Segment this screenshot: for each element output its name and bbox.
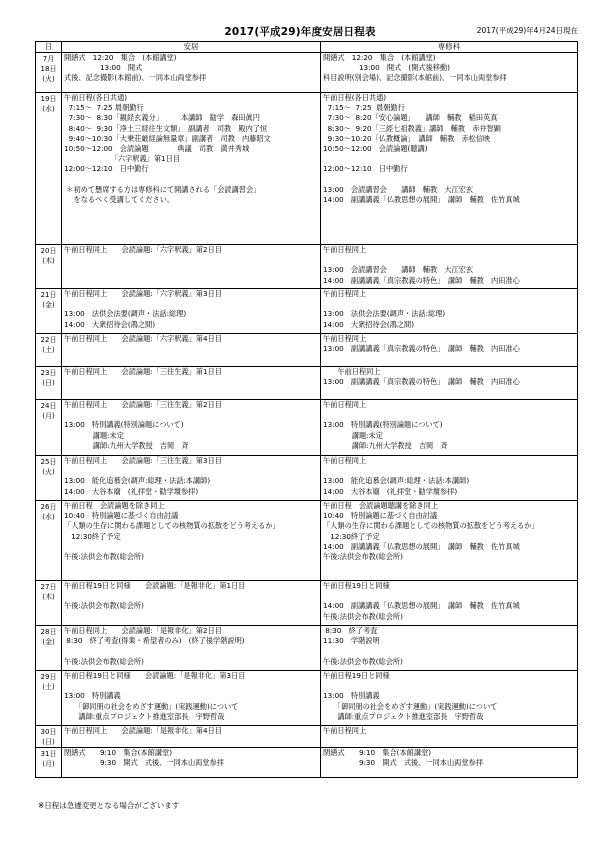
schedule-row xyxy=(36,581,578,626)
senshu-cell: 午前日程同上 13:00 能化追慕会(調声:総理・法話:本講師) 14:00 大谷本廟 (礼拝堂・勧学壇参拝) xyxy=(321,456,578,501)
row-date: 20日 (木) xyxy=(36,245,62,289)
senshu-cell: 閉繕式 9:10 集合(本館講堂) 9:30 開式 式後、一同本山両堂参拝 xyxy=(321,748,578,778)
ango-cell: 午前日程同上 会読論題:「六字釈義」第4日目 xyxy=(62,334,321,367)
ango-cell: 午前日程同上 会読論題:「三往生義」第2日目 13:00 特別講義(特別論題について) 講題:未定 講師:九州大学教授 吉岡 斉 xyxy=(62,400,321,456)
row-date: 19日 (水) xyxy=(36,93,62,245)
ango-cell: 午前日程同上 会読論題:「六字釈義」第2日目 xyxy=(62,245,321,289)
schedule-row xyxy=(36,53,578,93)
senshu-cell: 8:30 終了考査 11:30 学階説明 午後:法供会布教(総会所) xyxy=(321,626,578,671)
ango-cell: 午前日程同上 会読論題:「三往生義」第1日目 xyxy=(62,367,321,400)
schedule-row xyxy=(36,671,578,726)
ango-cell: 閉繕式 9:10 集合(本館講堂) 9:30 開式 式後、一同本山両堂参拝 xyxy=(62,748,321,778)
senshu-cell: 午前日程19日と同様 13:00 特別講義 「御同朋の社会をめざす運動」(実践運動)について 講師:重点プロジェクト推進室部長 宇野哲哉 xyxy=(321,671,578,726)
ango-cell: 午前日程同上 会読論題:「是報非化」第2日目 8:30 終了考査(得業・希望者のみ) (終了後学階説明) 午後:法供会布教(総会所) xyxy=(62,626,321,671)
row-date: 28日 (金) xyxy=(36,626,62,671)
schedule-row xyxy=(36,456,578,501)
ango-cell: 開繕式 12:20 集合 (本館講堂) 13:00 開式 式後、記念撮影(本館前)、一同本山両堂参拝 xyxy=(62,53,321,93)
row-date: 22日 (土) xyxy=(36,334,62,367)
senshu-cell: 午前日程同上 13:00 法供会法要(調声・法話:総理) 14:00 大衆招待会(鴻之間) xyxy=(321,289,578,334)
row-date: 25日 (火) xyxy=(36,456,62,501)
header-ango: 安居 xyxy=(62,42,321,53)
footnote: ※日程は急遽変更となる場合がございます xyxy=(38,801,180,810)
schedule-row xyxy=(36,289,578,334)
schedule-table xyxy=(35,41,578,778)
schedule-row xyxy=(36,400,578,456)
row-date: 31日 (月) xyxy=(36,748,62,778)
senshu-cell: 午前日程 会読論題聴講を除き同上 10:40 特別論題に基づく自由討議 「人類の生存に関わる課題としての核物質の拡散をどう考えるか」 12:30終了予定 14:00 副講講義「仏教思想の展開」 講師 輔教 佐竹真城 午後:法供会布教(総会所) xyxy=(321,501,578,581)
header-senshu: 専修科 xyxy=(321,42,578,53)
ango-cell: 午前日程19日と同様 会読論題:「是報非化」第1日目 午後:法供会布教(総会所) xyxy=(62,581,321,626)
schedule-row xyxy=(36,748,578,778)
header-day: 日 xyxy=(36,42,62,53)
schedule-row xyxy=(36,334,578,367)
row-date: 26日 (水) xyxy=(36,501,62,581)
row-date: 7月 18日 (火) xyxy=(36,53,62,93)
ango-cell: 午前日程(各日共通) 7:15～ 7:25 晨朝勤行 7:30～ 8:30「観経玄義分」 本講師 勧学 森田眞円 8:40～ 9:30「浄土三経往生文類」 副講者 司教 殿内了恒 9:40～10:30「大乗荘厳経論無量章」副講者 司教 内藤昭文 10:50～12:00 会読論題 典議 司教 満井秀城 「六字釈義」第1日目 12:00～12:10 日中勤行 ＊初めて懸席する方は専修科にて開講される「会読講習会」 をなるべく受講してください。 xyxy=(62,93,321,245)
senshu-cell: 午前日程同上 13:00 会読講習会 講師 輔教 大江宏玄 14:00 副講講義「真宗教義の特色」 講師 輔教 内田准心 xyxy=(321,245,578,289)
ango-cell: 午前日程 会読論題を除き同上 10:40 特別論題に基づく自由討議 「人類の生存に関わる課題としての核物質の拡散をどう考えるか」 12:30終了予定 午後:法供会布教(総会所) xyxy=(62,501,321,581)
ango-cell: 午前日程同上 会読論題:「六字釈義」第3日目 13:00 法供会法要(調声・法話:総理) 14:00 大衆招待会(鴻之間) xyxy=(62,289,321,334)
schedule-row xyxy=(36,726,578,748)
schedule-row xyxy=(36,501,578,581)
schedule-row xyxy=(36,367,578,400)
page-title: 2017(平成29)年度安居日程表 xyxy=(224,26,376,38)
ango-cell: 午前日程同上 会読論題:「三往生義」第3日目 13:00 能化追慕会(調声:総理・法話:本講師) 14:00 大谷本廟 (礼拝堂・勧学壇参拝) xyxy=(62,456,321,501)
senshu-cell: 午前日程同上 xyxy=(321,726,578,748)
senshu-cell: 午前日程19日と同様 14:00 副講講義「仏教思想の展開」 講師 輔教 佐竹真城 午後:法供会布教(総会所) xyxy=(321,581,578,626)
senshu-cell: 開繕式 12:20 集合 (本館講堂) 13:00 開式 (開式後移動) 科目説明(別会場)、記念撮影(本館前)、一同本山両堂参拝 xyxy=(321,53,578,93)
senshu-cell: 午前日程同上 13:00 副講講義「真宗教義の特色」 講師 輔教 内田准心 xyxy=(321,334,578,367)
as-of-date: 2017(平成29)年4月24日現在 xyxy=(476,26,578,35)
senshu-cell: 午前日程(各日共通) 7:15～ 7:25 晨朝勤行 7:30～ 8:20「安心論題」 講師 輔教 稲田英真 8:30～ 9:20「三經七祖教義」講師 輔教 赤井智顕 9:30～10:20「仏教概論」 講師 輔教 赤松信映 10:50～12:00 会読論題(聴講) 12:00～12:10 日中勤行 13:00 会読講習会 講師 輔教 大江宏玄 14:00 副講講義「仏教思想の展開」 講師 輔教 佐竹真城 xyxy=(321,93,578,245)
schedule-row xyxy=(36,245,578,289)
row-date: 30日 (日) xyxy=(36,726,62,748)
schedule-row xyxy=(36,93,578,245)
senshu-cell: 午前日程同上 13:00 副講講義「真宗教義の特色」 講師 輔教 内田准心 xyxy=(321,367,578,400)
row-date: 24日 (月) xyxy=(36,400,62,456)
ango-cell: 午前日程19日と同様 会読論題:「是報非化」第3日目 13:00 特別講義 「御同朋の社会をめざす運動」(実践運動)について 講師:重点プロジェクト推進室部長 宇野哲哉 xyxy=(62,671,321,726)
row-date: 29日 (土) xyxy=(36,671,62,726)
ango-cell: 午前日程同上 会読論題:「是報非化」第4日目 xyxy=(62,726,321,748)
row-date: 23日 (日) xyxy=(36,367,62,400)
schedule-row xyxy=(36,626,578,671)
row-date: 21日 (金) xyxy=(36,289,62,334)
row-date: 27日 (木) xyxy=(36,581,62,626)
senshu-cell: 午前日程同上 13:00 特別講義(特別論題について) 講題:未定 講師:九州大学教授 吉岡 斉 xyxy=(321,400,578,456)
